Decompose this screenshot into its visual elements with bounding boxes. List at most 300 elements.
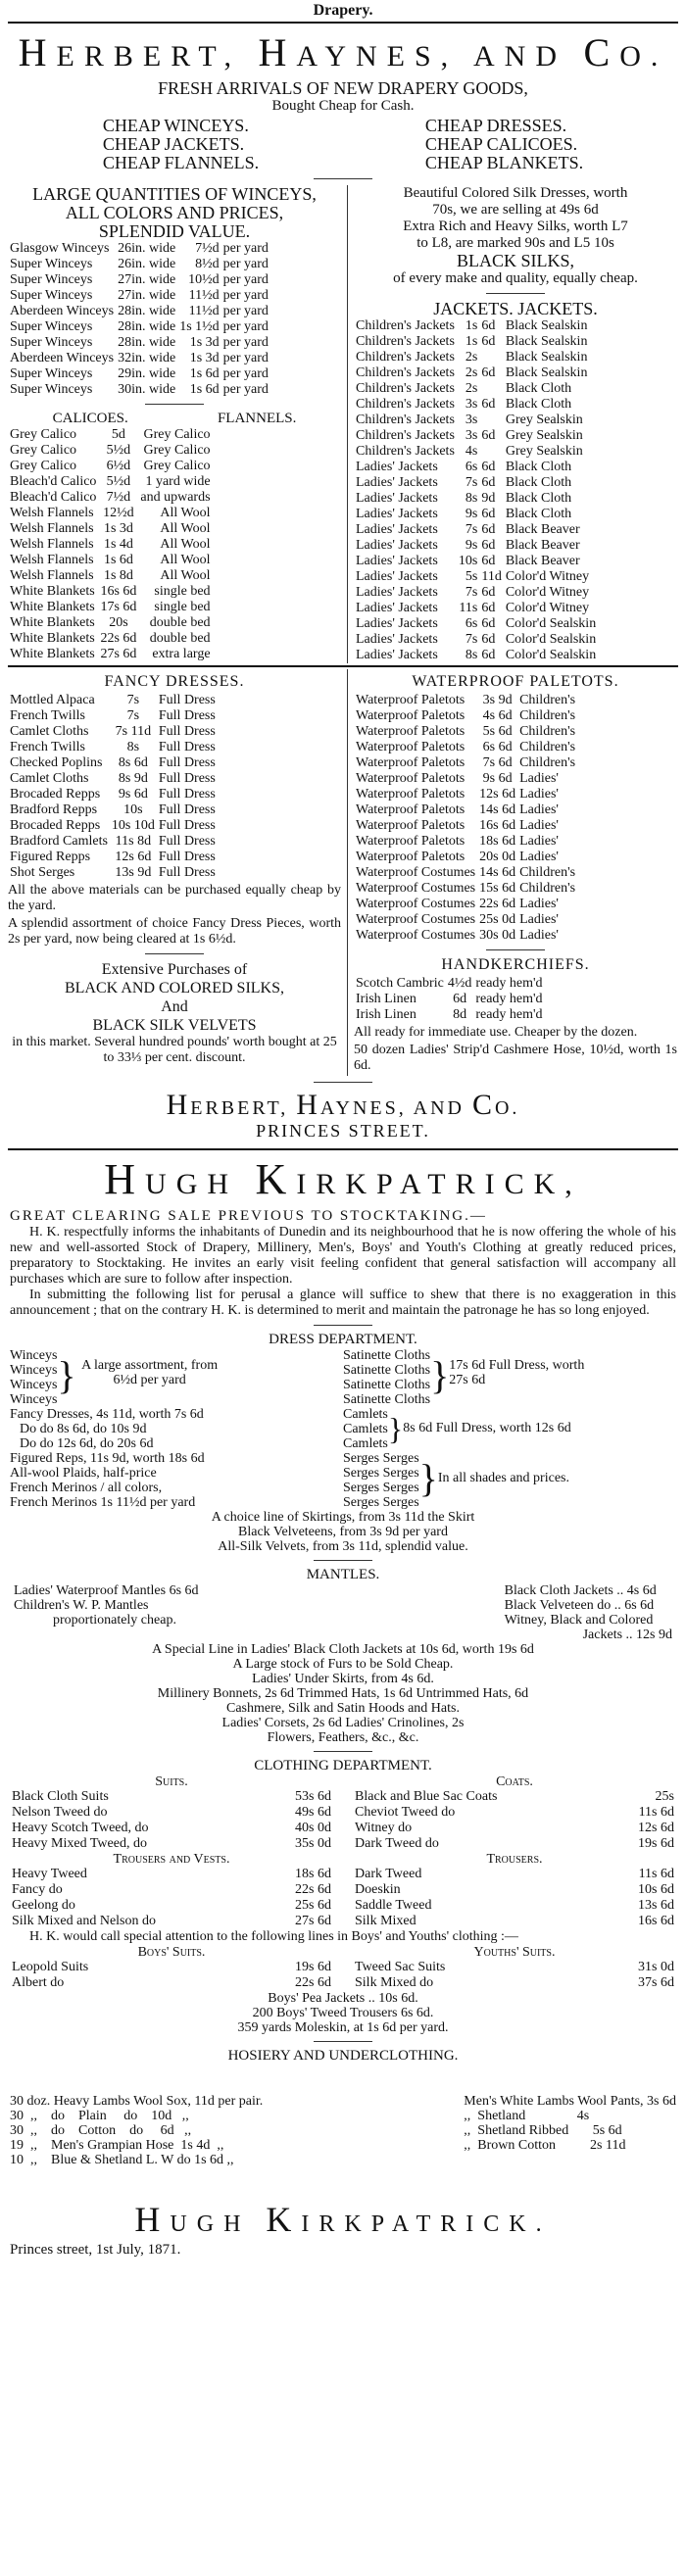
table-cell: Leopold Suits xyxy=(12,1960,89,1974)
table-cell: Full Dress xyxy=(158,802,216,817)
divider xyxy=(314,178,372,179)
table-cell: 7s xyxy=(465,585,478,600)
table-row xyxy=(8,474,213,490)
table-cell: Waterproof Costumes xyxy=(356,897,476,911)
table-cell: All Wool xyxy=(160,537,211,552)
table-row xyxy=(8,802,218,818)
table-cell: 3s xyxy=(465,397,478,412)
hh-left-col-2 xyxy=(0,669,347,1076)
table-cell: 25s xyxy=(655,1789,674,1804)
table-cell: Albert do xyxy=(12,1975,65,1990)
paletots-head: WATERPROOF PALETOTS. xyxy=(412,673,619,690)
table-cell: 25s 6d xyxy=(295,1898,331,1913)
table-cell: Children's Jackets xyxy=(356,350,455,365)
table-cell: Black Beaver xyxy=(505,554,580,568)
table-cell: 8s 9d xyxy=(118,771,148,786)
table-cell: Camlet Cloths xyxy=(10,771,89,786)
table-cell: Silk Mixed xyxy=(355,1914,416,1928)
table-cell: 7s 6d xyxy=(482,755,513,770)
table-row xyxy=(10,1789,333,1805)
winceys-head: LARGE QUANTITIES OF WINCEYS, ALL COLORS AND PRICES, SPLENDID VALUE. xyxy=(32,184,317,241)
table-row xyxy=(10,1914,333,1929)
hk-para-2: In submitting the following list for perusal a glance will suffice to shew that there is no exaggeration in this announcement ; that on the contrary H. K. is determined to merit and maintain the patronage he has so long enjoyed. xyxy=(10,1288,676,1318)
table-cell: 9d xyxy=(481,491,496,506)
table-cell: 6d xyxy=(453,992,467,1006)
clothing-block xyxy=(10,1774,676,1929)
table-cell: 1s 6d xyxy=(189,366,220,381)
table-cell: Waterproof Paletots xyxy=(356,787,466,802)
table-cell: Mottled Alpaca xyxy=(10,693,95,707)
fancy-note-2: A splendid assortment of choice Fancy Dress Pieces, worth 2s per yard, now being cleared at 1s 6½d. xyxy=(8,916,341,947)
table-row xyxy=(10,1867,333,1882)
handk-table xyxy=(354,976,545,1023)
dress-head: DRESS DEPARTMENT. xyxy=(269,1332,417,1347)
table-cell: Ladies' Jackets xyxy=(356,491,438,506)
table-cell: Children's Jackets xyxy=(356,444,455,459)
table-cell: Welsh Flannels xyxy=(10,506,94,520)
table-cell: Grey Calico xyxy=(143,427,211,442)
table-cell: 7s 11d xyxy=(115,724,152,739)
divider xyxy=(486,293,545,294)
table-row xyxy=(354,992,545,1007)
table-cell: Full Dress xyxy=(158,693,216,707)
table-cell: Figured Repps xyxy=(10,850,91,864)
table-cell: Ladies' xyxy=(519,771,559,786)
table-row xyxy=(8,443,213,459)
table-cell: Ladies' Jackets xyxy=(356,554,438,568)
table-cell: Ladies' Jackets xyxy=(356,616,438,631)
table-row xyxy=(8,427,213,443)
hosiery-head: HOSIERY AND UNDERCLOTHING. xyxy=(227,2048,459,2064)
table-row xyxy=(8,631,213,647)
table-cell: White Blankets xyxy=(10,615,95,630)
hk-footer-date: Princes street, 1st July, 1871. xyxy=(10,2242,181,2258)
table-cell: per yard xyxy=(222,335,269,350)
table-cell: Black Beaver xyxy=(505,522,580,537)
table-cell: ready hem'd xyxy=(475,992,543,1006)
table-row xyxy=(8,288,270,304)
table-cell: Children's Jackets xyxy=(356,413,455,427)
table-cell: Welsh Flannels xyxy=(10,553,94,567)
table-cell: 15s 6d xyxy=(479,881,516,896)
table-cell: 26in. wide xyxy=(118,257,176,271)
winceys-desc: A large assortment, from 6½d per yard xyxy=(81,1358,219,1387)
table-row xyxy=(353,1882,676,1898)
table-cell: Shot Serges xyxy=(10,865,75,880)
table-cell: 2s xyxy=(465,381,478,396)
table-cell: Black Beaver xyxy=(505,538,580,553)
table-cell: Checked Poplins xyxy=(10,755,103,770)
table-row xyxy=(8,490,213,506)
table-row xyxy=(8,351,270,366)
table-cell: French Twills xyxy=(10,740,85,754)
table-row xyxy=(353,1836,676,1852)
table-row xyxy=(10,1805,333,1821)
table-cell: double bed xyxy=(149,615,211,630)
table-cell: Black Cloth xyxy=(505,507,572,521)
table-row xyxy=(8,304,270,319)
table-cell: per yard xyxy=(222,382,269,397)
table-cell: 8s xyxy=(126,740,140,754)
table-cell: 6d xyxy=(481,601,496,615)
table-cell: 19s 6d xyxy=(295,1960,331,1974)
table-row xyxy=(354,755,577,771)
table-cell: 7s xyxy=(465,632,478,647)
table-row xyxy=(10,1821,333,1836)
table-cell: Super Winceys xyxy=(10,288,93,303)
hosiery-right: Men's White Lambs Wool Pants, 3s 6d ,, Shetland 4s ,, Shetland Ribbed 5s 6d ,, Brown Cotton 2s 11d xyxy=(464,2094,676,2153)
table-cell: Bradford Repps xyxy=(10,802,98,817)
table-cell: Black Sealskin xyxy=(505,318,588,333)
table-cell: 28in. wide xyxy=(118,319,176,334)
table-cell: 1s xyxy=(465,318,478,333)
table-cell: Children's Jackets xyxy=(356,334,455,349)
table-row xyxy=(353,1914,676,1929)
table-cell: Full Dress xyxy=(158,755,216,770)
table-row xyxy=(354,693,577,708)
table-row xyxy=(353,1975,676,1991)
table-cell: All Wool xyxy=(160,553,211,567)
table-cell: Grey Sealskin xyxy=(505,413,583,427)
table-cell: 5s xyxy=(465,569,478,584)
table-cell: 12½d xyxy=(103,506,134,520)
table-cell: 4½d xyxy=(447,976,472,991)
table-cell: White Blankets xyxy=(10,631,95,646)
table-cell: Dark Tweed do xyxy=(355,1836,439,1851)
table-cell: All Wool xyxy=(160,521,211,536)
table-cell: 12s 6d xyxy=(479,787,516,802)
coats-table xyxy=(353,1789,676,1852)
table-cell: 12s 6d xyxy=(115,850,152,864)
table-cell: 11½d xyxy=(188,304,220,318)
hosiery-block xyxy=(10,2065,676,2197)
flannels-head: FLANNELS. xyxy=(217,411,297,426)
divider xyxy=(314,1560,372,1561)
table-cell: Children's Jackets xyxy=(356,318,455,333)
camlets-desc: 8s 6d Full Dress, worth 12s 6d xyxy=(403,1421,571,1435)
table-cell: Full Dress xyxy=(158,708,216,723)
table-cell: Color'd Witney xyxy=(505,569,590,584)
table-cell: 26in. wide xyxy=(118,241,176,256)
table-cell: Children's Jackets xyxy=(356,381,455,396)
table-cell: Ladies' xyxy=(519,928,559,943)
table-cell: Heavy Scotch Tweed, do xyxy=(12,1821,149,1835)
table-cell: Welsh Flannels xyxy=(10,568,94,583)
table-row xyxy=(8,787,218,802)
table-cell: 11s 6d xyxy=(638,1867,674,1881)
table-row xyxy=(353,1805,676,1821)
table-cell: Ladies' xyxy=(519,897,559,911)
table-cell: Camlet Cloths xyxy=(10,724,89,739)
table-cell: Cheviot Tweed do xyxy=(355,1805,456,1820)
table-row xyxy=(354,632,598,648)
satinette-words: Satinette Cloths Satinette Cloths Satinette Cloths Satinette Cloths xyxy=(343,1348,431,1407)
table-cell: 11s xyxy=(459,601,478,615)
table-row xyxy=(8,241,270,257)
table-row xyxy=(354,381,598,397)
divider xyxy=(8,1148,678,1150)
divider xyxy=(314,2041,372,2042)
table-cell: 6d xyxy=(481,334,496,349)
table-cell: 13s 6d xyxy=(638,1898,674,1913)
mantles-block xyxy=(14,1583,672,1642)
satinette-desc: 17s 6d Full Dress, worth 27s 6d xyxy=(449,1358,585,1387)
table-row xyxy=(8,382,270,398)
table-cell: 11d xyxy=(481,569,502,584)
table-cell: 6½d xyxy=(106,459,131,473)
hh-right-col-1 xyxy=(347,185,685,663)
table-cell: 6d xyxy=(481,475,496,490)
table-cell: Waterproof Costumes xyxy=(356,881,476,896)
table-row xyxy=(353,1898,676,1914)
table-row xyxy=(354,444,598,460)
table-cell: 6d xyxy=(481,632,496,647)
table-cell: Waterproof Paletots xyxy=(356,708,466,723)
divider xyxy=(8,22,678,24)
serges-words: Serges Serges Serges Serges Serges Serges Serges Serges xyxy=(343,1451,419,1510)
table-cell: All Wool xyxy=(160,506,211,520)
table-cell xyxy=(479,381,503,397)
table-row xyxy=(354,460,598,475)
suits-head: Suits. xyxy=(155,1774,188,1789)
table-row xyxy=(8,615,213,631)
table-cell: Children's xyxy=(519,708,576,723)
table-cell: and upwards xyxy=(140,490,211,505)
table-cell: 19s 6d xyxy=(638,1836,674,1851)
table-cell: Waterproof Paletots xyxy=(356,802,466,817)
table-row xyxy=(8,319,270,335)
table-cell: Glasgow Winceys xyxy=(10,241,110,256)
table-cell: Scotch Cambric xyxy=(356,976,444,991)
table-cell: Grey Calico xyxy=(143,443,211,458)
table-row xyxy=(353,1789,676,1805)
table-row xyxy=(354,912,577,928)
table-cell: per yard xyxy=(222,272,269,287)
hk-para-1: H. K. respectfully informs the inhabitants of Dunedin and its neighbourhood that he is now offering the whole of his new and well-assorted Stock of Drapery, Millinery, Men's, Boys' and Youth's Clothing at greatly reduced prices, preparatory to Stocktaking. He invites an early visit feeling confident that general satisfaction will accompany all purchases which are sure to follow after inspection. xyxy=(10,1225,676,1287)
table-cell: 16s 6d xyxy=(479,818,516,833)
table-row xyxy=(8,865,218,881)
table-cell: Ladies' Jackets xyxy=(356,507,438,521)
camlets-words: Camlets Camlets Camlets xyxy=(343,1407,388,1451)
table-cell: 6s xyxy=(465,460,478,474)
table-cell: Aberdeen Winceys xyxy=(10,351,115,365)
table-cell: 49s 6d xyxy=(295,1805,331,1820)
table-cell: 30s 0d xyxy=(479,928,516,943)
table-cell: Waterproof Paletots xyxy=(356,755,466,770)
table-cell: Aberdeen Winceys xyxy=(10,304,115,318)
table-cell: Brocaded Repps xyxy=(10,787,101,802)
table-cell: French Twills xyxy=(10,708,85,723)
table-cell: Ladies' Jackets xyxy=(356,538,438,553)
table-cell: Dark Tweed xyxy=(355,1867,422,1881)
table-cell: 1s 1½d xyxy=(179,319,220,334)
paletots-table xyxy=(354,693,577,944)
hh-right-col-2 xyxy=(347,669,685,1076)
calicoes-table xyxy=(8,427,213,662)
table-cell: 32in. wide xyxy=(118,351,176,365)
table-cell: Children's Jackets xyxy=(356,397,455,412)
winceys-table xyxy=(8,241,270,398)
table-cell: Grey Sealskin xyxy=(505,444,583,459)
table-cell: 9s xyxy=(465,507,478,521)
table-cell: 8½d xyxy=(195,257,220,271)
table-cell: Grey Calico xyxy=(10,427,77,442)
jackets-head: JACKETS. JACKETS. xyxy=(433,299,598,318)
hh-line2: Bought Cheap for Cash. xyxy=(271,98,415,114)
table-cell: 6d xyxy=(481,522,496,537)
table-cell: 18s 6d xyxy=(479,834,516,849)
table-cell: 22s 6d xyxy=(295,1975,331,1990)
table-cell: 7s xyxy=(465,522,478,537)
table-cell: Bleach'd Calico xyxy=(10,474,97,489)
table-cell: 4s 6d xyxy=(482,708,513,723)
table-cell: Ladies' Jackets xyxy=(356,585,438,600)
table-row xyxy=(354,554,598,569)
hh-title: HERBERT, HAYNES, AND CO. xyxy=(18,30,668,74)
table-cell: 7s xyxy=(126,708,140,723)
table-cell: Ladies' xyxy=(519,912,559,927)
hk-headline: GREAT CLEARING SALE PREVIOUS TO STOCKTAKING.— xyxy=(10,1208,487,1224)
table-cell: Ladies' xyxy=(519,787,559,802)
divider xyxy=(8,665,678,667)
table-cell: Ladies' xyxy=(519,818,559,833)
table-row xyxy=(10,1975,333,1991)
table-cell: Bleach'd Calico xyxy=(10,490,97,505)
table-cell: 29in. wide xyxy=(118,366,176,381)
table-cell: Waterproof Paletots xyxy=(356,818,466,833)
table-cell: 10s 6d xyxy=(638,1882,674,1897)
divider xyxy=(314,1082,372,1083)
winceys-words: Winceys Winceys Winceys Winceys xyxy=(10,1348,58,1407)
table-cell: Nelson Tweed do xyxy=(12,1805,108,1820)
section-header: Drapery. xyxy=(313,2,373,19)
table-cell: Full Dress xyxy=(158,834,216,849)
table-cell: 5½d xyxy=(106,443,131,458)
table-row xyxy=(354,850,577,865)
mantles-head: MANTLES. xyxy=(306,1567,380,1582)
table-cell: Grey Calico xyxy=(143,459,211,473)
table-cell: 40s 0d xyxy=(295,1821,331,1835)
table-row xyxy=(354,976,545,992)
table-cell: extra large xyxy=(152,647,211,661)
table-row xyxy=(354,601,598,616)
table-row xyxy=(8,771,218,787)
table-cell: Full Dress xyxy=(158,787,216,802)
table-cell: Waterproof Paletots xyxy=(356,693,466,707)
table-row xyxy=(8,834,218,850)
table-cell: Ladies' Jackets xyxy=(356,632,438,647)
table-cell: Black Cloth xyxy=(505,397,572,412)
table-cell: 17s 6d xyxy=(100,600,137,614)
fancy-head: FANCY DRESSES. xyxy=(104,673,245,690)
table-cell: Color'd Witney xyxy=(505,601,590,615)
table-cell: 2s xyxy=(465,365,478,380)
table-row xyxy=(8,506,213,521)
table-cell: Children's Jackets xyxy=(356,428,455,443)
table-cell: Super Winceys xyxy=(10,382,93,397)
dress-lines: A choice line of Skirtings, from 3s 11d the Skirt Black Velveteens, from 3s 9d per yard All-Silk Velvets, from 3s 11d, splendid value. xyxy=(211,1510,475,1554)
table-cell: 31s 0d xyxy=(638,1960,674,1974)
table-row xyxy=(354,350,598,365)
table-row xyxy=(354,724,577,740)
table-cell: Full Dress xyxy=(158,740,216,754)
table-cell: Brocaded Repps xyxy=(10,818,101,833)
dress-left-lines: Fancy Dresses, 4s 11d, worth 7s 6d Do do 8s 6d, do 10s 9d Do do 12s 6d, do 20s 6d Figured Reps, 11s 9d, worth 18s 6d All-wool Plaids, half-price French Merinos / all colors, French Merinos 1s 11½d per yard xyxy=(10,1407,205,1510)
table-cell: Irish Linen xyxy=(356,1007,416,1022)
table-cell: 18s 6d xyxy=(295,1867,331,1881)
table-cell: Heavy Mixed Tweed, do xyxy=(12,1836,147,1851)
table-row xyxy=(8,708,218,724)
table-cell: Full Dress xyxy=(158,818,216,833)
trousers-table xyxy=(353,1867,676,1929)
mantles-right: Black Cloth Jackets .. 4s 6d Black Velveteen do .. 6s 6d Witney, Black and Colored Jackets .. 12s 9d xyxy=(504,1583,672,1642)
table-cell: Waterproof Paletots xyxy=(356,850,466,864)
table-cell: 3s xyxy=(465,428,478,443)
hh-cheap-block xyxy=(20,117,666,172)
divider xyxy=(314,1751,372,1752)
dress-block: Winceys Winceys Winceys Winceys } A large assortment, from 6½d per yard Fancy Dresses, 4s 11d, worth 7s 6d Do do 8s 6d, do 10s 9d Do do 12s 6d, do 20s 6d Figured Reps, 11s 9d, worth 18s 6d All-wool Plaids, half-price French Merinos / all colors, French Merinos 1s 11½d per yard Satinette Cloths Satinette Cloths Satinette Cloths Satinette Cloths } 17s 6d Full Dress, worth 27s 6d Camlets Camlets Camlets } 8s 6d Full Dress, worth 12s 6d Serges Serges Serges Serges Serges Serges Serges Serges } In all shades and prices. xyxy=(10,1348,676,1510)
table-row xyxy=(8,335,270,351)
table-row xyxy=(354,475,598,491)
table-cell: 53s 6d xyxy=(295,1789,331,1804)
fancy-table xyxy=(8,693,218,881)
table-cell: Full Dress xyxy=(158,771,216,786)
table-cell: 1s 6d xyxy=(189,382,220,397)
trousers-vests-head: Trousers and Vests. xyxy=(113,1852,230,1867)
table-cell: White Blankets xyxy=(10,600,95,614)
table-row xyxy=(10,1898,333,1914)
table-cell: Ladies' xyxy=(519,834,559,849)
table-cell: Grey Calico xyxy=(10,443,77,458)
trousers-vests-table xyxy=(10,1867,333,1929)
table-row xyxy=(8,553,213,568)
table-cell: Saddle Tweed xyxy=(355,1898,432,1913)
table-cell: 6d xyxy=(481,507,496,521)
table-cell: Welsh Flannels xyxy=(10,521,94,536)
table-cell: 3s 9d xyxy=(482,693,513,707)
table-cell: Waterproof Costumes xyxy=(356,865,476,880)
hosiery-left: 30 doz. Heavy Lambs Wool Sox, 11d per pair. 30 ,, do Plain do 10d ,, 30 ,, do Cotton do 6d ,, 19 ,, Men's Grampian Hose 1s 4d ,, 10 ,, Blue & Shetland L. W do 1s 6d ,, xyxy=(10,2094,264,2167)
table-cell: Color'd Sealskin xyxy=(505,616,597,631)
table-row xyxy=(354,491,598,507)
table-cell: Ladies' Jackets xyxy=(356,475,438,490)
table-cell: Color'd Sealskin xyxy=(505,648,597,662)
table-cell: 1s 3d xyxy=(189,335,220,350)
table-cell: Waterproof Paletots xyxy=(356,724,466,739)
hh-columns-1 xyxy=(0,185,686,663)
table-row xyxy=(354,397,598,413)
table-row xyxy=(8,257,270,272)
table-cell: Fancy do xyxy=(12,1882,63,1897)
table-cell: 25s 0d xyxy=(479,912,516,927)
table-cell: Super Winceys xyxy=(10,272,93,287)
divider xyxy=(314,1325,372,1326)
hh-line1: FRESH ARRIVALS OF NEW DRAPERY GOODS, xyxy=(158,78,528,98)
table-cell: 7s xyxy=(465,475,478,490)
table-cell: 1s 3d xyxy=(103,521,133,536)
table-cell: 5½d xyxy=(106,474,131,489)
table-cell: Super Winceys xyxy=(10,335,93,350)
table-cell: Children's xyxy=(519,881,576,896)
table-row xyxy=(354,834,577,850)
table-row xyxy=(8,366,270,382)
boys-intro: H. K. would call special attention to the following lines in Boys' and Youths' clothing :— xyxy=(29,1929,518,1944)
table-cell: Ladies' xyxy=(519,802,559,817)
table-cell: Waterproof Costumes xyxy=(356,912,476,927)
table-cell: Welsh Flannels xyxy=(10,537,94,552)
table-row xyxy=(353,1960,676,1975)
hh-footer-street: PRINCES STREET. xyxy=(256,1121,430,1141)
